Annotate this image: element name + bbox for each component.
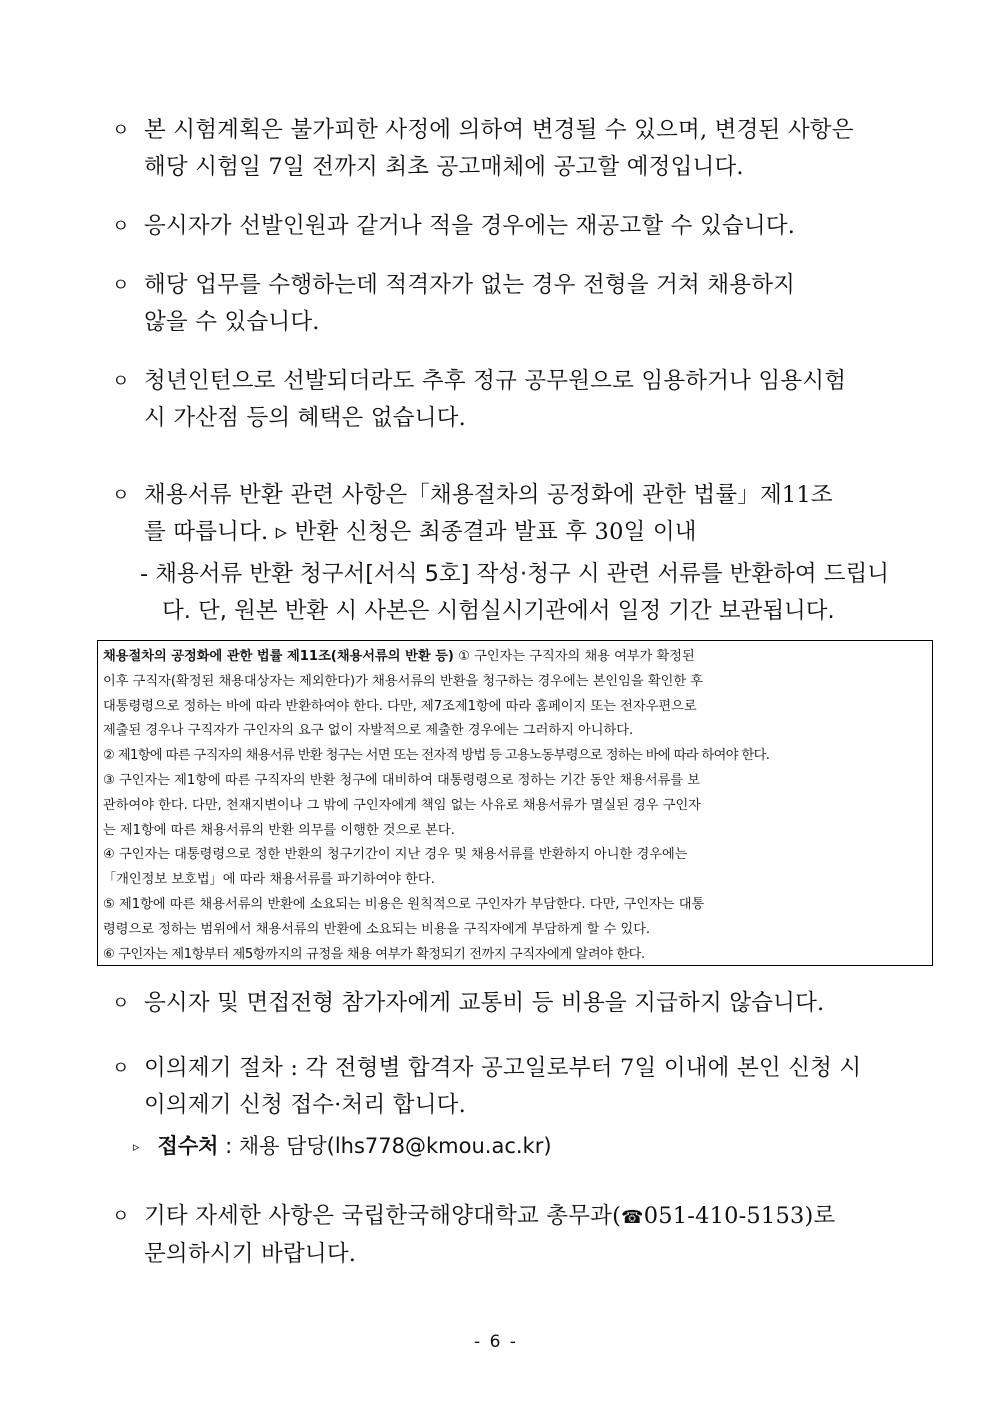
law-line: ④ 구인자는 대통령령으로 정한 반환의 청구기간이 지난 경우 및 채용서류를 반환하지 아니한 경우에는	[103, 847, 688, 863]
notice-item-youth-intern	[112, 363, 902, 437]
law-title: 채용절차의 공정화에 관한 법률 제11조(채용서류의 반환 등)	[103, 649, 454, 664]
page-number: - 6 -	[474, 1332, 518, 1352]
bullet-icon: ㅇ	[112, 993, 130, 1014]
bullet-icon: ㅇ	[112, 371, 130, 392]
item-line: 이의제기 신청 접수·처리 합니다.	[144, 1092, 466, 1118]
item-line: 문의하시기 바랍니다.	[144, 1241, 357, 1267]
notice-item-document-return	[112, 477, 902, 551]
law-line: ② 제1항에 따른 구직자의 채용서류 반환 청구는 서면 또는 전자적 방법 등 고용노동부령으로 정하는 바에 따라 하여야 한다.	[103, 748, 770, 764]
sub-item-return-form	[140, 556, 910, 630]
notice-item-inquiry	[112, 1198, 902, 1273]
item-line: 응시자가 선발인원과 같거나 적을 경우에는 재공고할 수 있습니다.	[144, 213, 796, 239]
triangle-arrow-icon: ▹	[133, 1139, 140, 1155]
item-line: 해당 업무를 수행하는데 적격자가 없는 경우 전형을 거쳐 채용하지	[144, 272, 796, 298]
law-line: 관하여야 한다. 다만, 천재지변이나 그 밖에 구인자에게 책임 없는 사유로 채용서류가 멸실된 경우 구인자	[103, 797, 701, 813]
item-line: 를 따릅니다. ▹ 반환 신청은 최종결과 발표 후 30일 이내	[144, 519, 697, 545]
law-line: 령령으로 정하는 범위에서 채용서류의 반환에 소요되는 비용을 구직자에게 부담하게 할 수 있다.	[103, 921, 651, 937]
bullet-icon: ㅇ	[112, 275, 130, 296]
item-line: 해당 시험일 7일 전까지 최초 공고매체에 공고할 예정입니다.	[144, 154, 744, 180]
law-line: ⑤ 제1항에 따른 채용서류의 반환에 소요되는 비용은 원칙적으로 구인자가 부담한다. 다만, 구인자는 대통	[103, 896, 705, 912]
phone-number: 051-410-5153	[643, 1203, 805, 1229]
notice-item-objection	[112, 1050, 902, 1124]
item-line: 기타 자세한 사항은 국립한국해양대학교 총무과(☎051-410-5153)로	[144, 1203, 836, 1229]
law-line: 제출된 경우나 구직자가 구인자의 요구 없이 자발적으로 제출한 경우에는 그러하지 아니하다.	[103, 723, 634, 739]
law-line: 이후 구직자(확정된 채용대상자는 제외한다)가 채용서류의 반환을 청구하는 경우에는 본인임을 확인한 후	[103, 673, 703, 689]
contact-label: 접수처	[157, 1134, 219, 1158]
bullet-icon: ㅇ	[112, 216, 130, 237]
item-line: 청년인턴으로 선발되더라도 추후 정규 공무원으로 임용하거나 임용시험	[144, 368, 847, 394]
bullet-icon: ㅇ	[112, 120, 130, 141]
item-line: 채용서류 반환 관련 사항은「채용절차의 공정화에 관한 법률」제11조	[144, 482, 833, 508]
sub-item-line: 다. 단, 원본 반환 시 사본은 시험실시기관에서 일정 기간 보관됩니다.	[162, 598, 835, 624]
contact-separator: :	[218, 1134, 239, 1158]
phone-icon: ☎	[621, 1207, 644, 1228]
bullet-icon: ㅇ	[112, 485, 130, 506]
bullet-icon: ㅇ	[112, 1206, 130, 1227]
item-line: 응시자 및 면접전형 참가자에게 교통비 등 비용을 지급하지 않습니다.	[144, 990, 825, 1016]
notice-item-no-travel-expense	[112, 985, 902, 1022]
law-line: ③ 구인자는 제1항에 따른 구직자의 반환 청구에 대비하여 대통령령으로 정하는 기간 동안 채용서류를 보	[103, 772, 701, 788]
notice-item-schedule-change	[112, 112, 902, 186]
bullet-icon: ㅇ	[112, 1058, 130, 1079]
law-line: 채용절차의 공정화에 관한 법률 제11조(채용서류의 반환 등) ① 구인자는 구직자의 채용 여부가 확정된	[103, 649, 695, 664]
item-line: 않을 수 있습니다.	[144, 309, 320, 335]
law-line: ⑥ 구인자는 제1항부터 제5항까지의 규정을 채용 여부가 확정되기 전까지 구직자에게 알려야 한다.	[103, 946, 645, 962]
law-excerpt-box	[97, 640, 933, 966]
law-line: 대통령령으로 정하는 바에 따라 반환하여야 한다. 다만, 제7조제1항에 따라 홈페이지 또는 전자우편으로	[103, 698, 697, 714]
sub-item-line: - 채용서류 반환 청구서[서식 5호] 작성·청구 시 관련 서류를 반환하여 드립니	[140, 561, 889, 587]
notice-item-readvertise	[112, 208, 902, 245]
law-line: 「개인정보 보호법」에 따라 채용서류를 파기하여야 한다.	[103, 872, 435, 888]
notice-item-no-qualified	[112, 267, 902, 341]
item-line: 시 가산점 등의 혜택은 없습니다.	[144, 405, 466, 431]
item-line: 본 시험계획은 불가피한 사정에 의하여 변경될 수 있으며, 변경된 사항은	[144, 117, 854, 143]
contact-email[interactable]: 채용 담당(lhs778@kmou.ac.kr)	[238, 1134, 552, 1158]
item-line: 이의제기 절차 : 각 전형별 합격자 공고일로부터 7일 이내에 본인 신청 시	[144, 1055, 862, 1081]
law-line: 는 제1항에 따른 채용서류의 반환 의무를 이행한 것으로 본다.	[103, 822, 455, 838]
contact-line	[133, 1130, 552, 1160]
